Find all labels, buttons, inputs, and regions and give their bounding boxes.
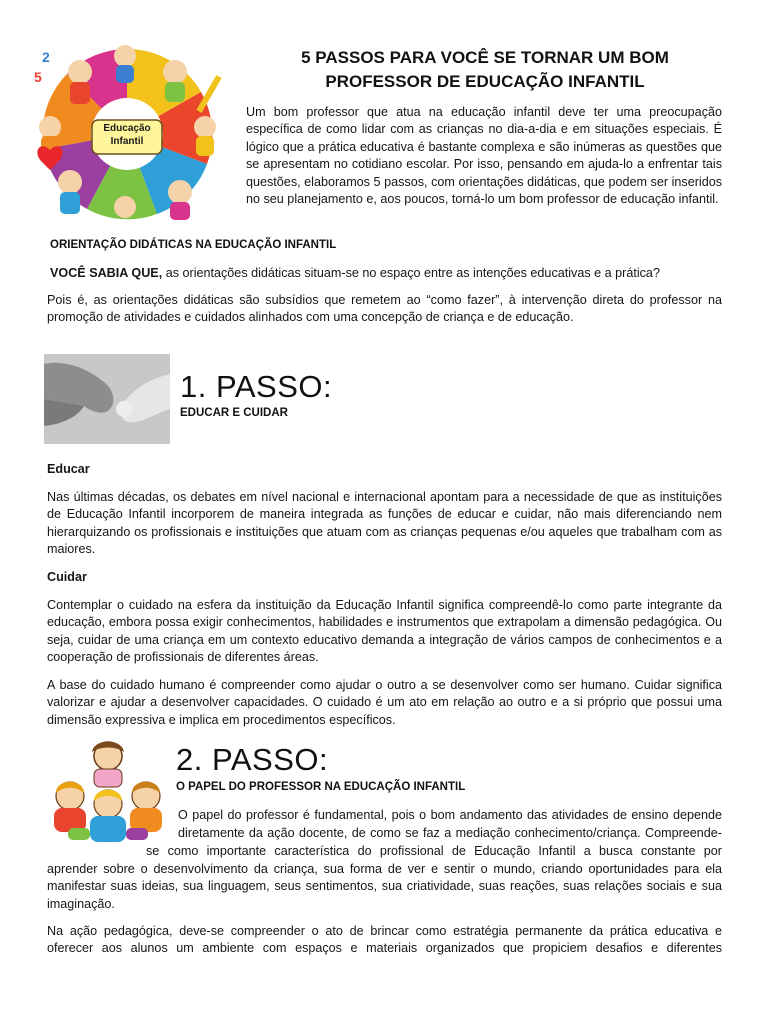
- step2-line1: O papel do professor é fundamental, pois o bom andamento das atividades de ensino depende: [178, 808, 722, 822]
- educacao-infantil-logo: [30, 42, 240, 227]
- svg-text:5: 5: [34, 69, 42, 85]
- voce-sabia-paragraph: [50, 265, 730, 282]
- title-line2: PROFESSOR DE EDUCAÇÃO INFANTIL: [325, 72, 645, 91]
- step2-line3: se como importante característica do profissional de Educação Infantil a busca constante por: [146, 844, 722, 858]
- intro-paragraph: Um bom professor que atua na educação infantil deve ter uma preocupação específica de como lidar com as crianças no dia-a-dia e em situações especiais. É lógico que a prática educativa é bastante complexa e são inúmeras as questões que se apresentam no cotidiano escolar. Por isso, pensando em ajuda-lo a enfrentar tais questões, elaboramos 5 passos, com orientações didáticas, que podem ser inseridos no seu planejamento e, aos poucos, torná-lo um bom professor de educação infantil.: [246, 105, 722, 207]
- orientation-heading: ORIENTAÇÃO DIDÁTICAS NA EDUCAÇÃO INFANTIL: [50, 239, 337, 251]
- cuidar-paragraph-1: Contemplar o cuidado na esfera da instituição da Educação Infantil significa compreendê-lo como parte integrante da educação, embora possa exigir conhecimentos, habilidades e instrumentos que extrapolam a dimensão pedagógica. Ou seja, cuidar de uma criança em um contexto educativo demanda a integração de vários campos de conhecimentos e a cooperação de profissionais de diferentes áreas.: [47, 598, 722, 665]
- hands-illustration: [44, 354, 170, 444]
- title-line1: 5 PASSOS PARA VOCÊ SE TORNAR UM BOM: [301, 48, 669, 67]
- voce-sabia-rest: as orientações didáticas situam-se no espaço entre as intenções educativas e a prática?: [162, 266, 660, 280]
- hands-photo: [44, 354, 170, 444]
- kids-drawing: [46, 738, 170, 848]
- step2-paragraph-2: Na ação pedagógica, deve-se compreender o ato de brincar como estratégia permanente da prática educativa e oferecer aos alunos um ambiente com espaços e materiais organizados que propiciem desafios e diferentes: [47, 924, 722, 956]
- logo-text-line2: Infantil: [110, 136, 144, 147]
- logo-text: [92, 122, 162, 148]
- step1-subtitle: EDUCAR E CUIDAR: [180, 407, 288, 419]
- pois-paragraph: Pois é, as orientações didáticas são subsídios que remetem ao “como fazer”, à intervenção direta do professor na promoção de atividades e cuidados alinhados com uma concepção de criança e de educação.: [47, 293, 722, 325]
- cuidar-paragraph-2: A base do cuidado humano é compreender como ajudar o outro a se desenvolver como ser humano. Cuidar significa valorizar e ajudar a desenvolver capacidades. O cuidado é um ato em relação ao outro e a si próprio que possui uma dimensão expressiva e implica em procedimentos específicos.: [47, 678, 722, 727]
- page-title: [250, 46, 720, 94]
- step2-subtitle: O PAPEL DO PROFESSOR NA EDUCAÇÃO INFANTIL: [176, 781, 466, 793]
- svg-text:2: 2: [42, 49, 50, 65]
- kids-teacher-illustration: [46, 738, 170, 848]
- step1-title: 1. PASSO:: [180, 369, 333, 404]
- educar-label: Educar: [47, 462, 90, 476]
- voce-sabia-bold: VOCÊ SABIA QUE,: [50, 266, 163, 280]
- educar-paragraph: Nas últimas décadas, os debates em nível nacional e internacional apontam para a necessidade de que as instituições de Educação Infantil incorporem de maneira integrada as funções de educar e cuidar, não mais diferenciando nem hierarquizando os profissionais e instituições que atuam com as crianças pequenas e/ou aqueles que trabalham com as maiores.: [47, 490, 722, 557]
- step2-line2: diretamente da ação docente, de como se faz a mediação conhecimento/criança. Compreende-: [178, 826, 722, 840]
- step2-title: 2. PASSO:: [176, 742, 329, 777]
- cuidar-label: Cuidar: [47, 570, 87, 584]
- logo-text-line1: Educação: [103, 123, 151, 134]
- step2-paragraph-rest: aprender sobre o desenvolvimento da criança, sua forma de ver e sentir o mundo, criando oportunidades para ela manifestar suas ideias, sua linguagem, seus sentimentos, sua criatividade, suas reações, suas relações sociais e sua imaginação.: [47, 862, 722, 911]
